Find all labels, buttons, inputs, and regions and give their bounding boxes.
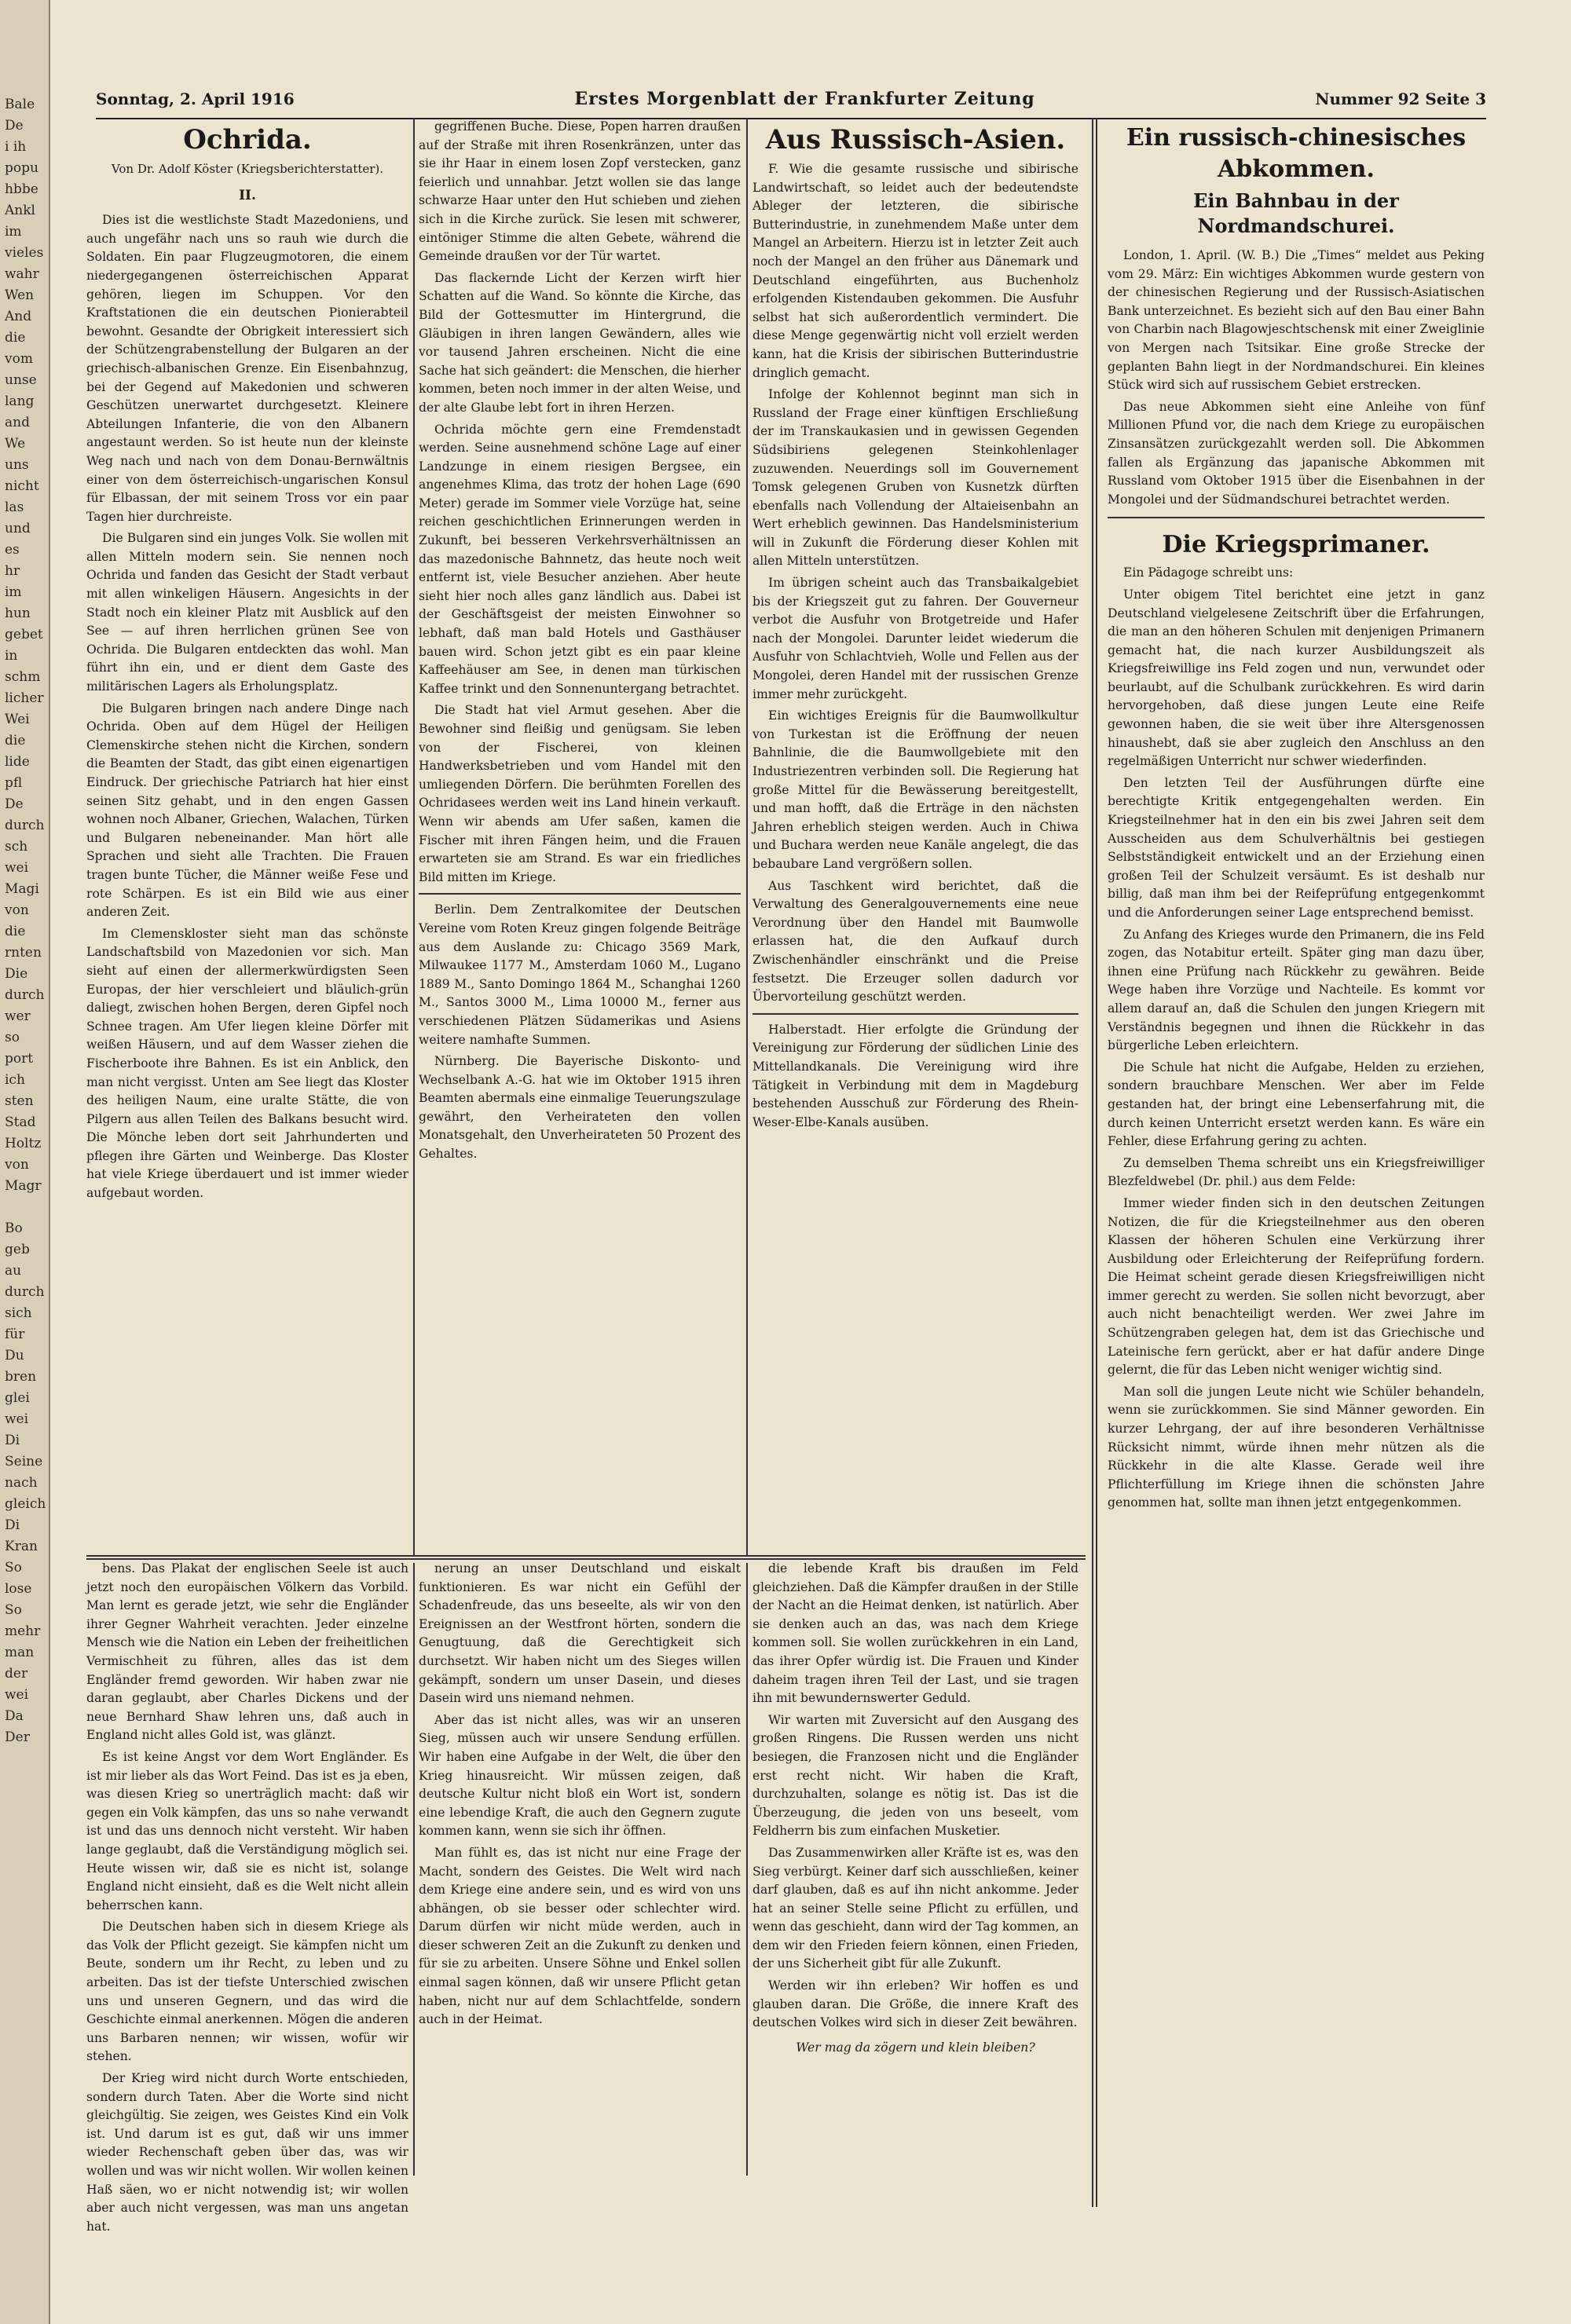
page-header	[96, 80, 1486, 119]
feuilleton-left	[86, 1560, 408, 2234]
paragraph: Aus Taschkent wird berichtet, daß die Verwaltung des Generalgouvernements eine neue Verordnung über den Handel mit Baumwolle erlassen hat, die den Aufkauf durch Zwischenhändler einschränkt und die Preise festsetzt. Die Erzeuger sollen dadurch vor Übervorteilung geschützt werden.	[753, 878, 1078, 1005]
adjacent-page-margin	[0, 0, 50, 2324]
paragraph: Es ist keine Angst vor dem Wort Engländer. Es ist mir lieber als das Wort Feind. Das ist es ja eben, was diesen Krieg so unerträglich macht: daß wir gegen ein Volk kämpfen, das uns so nahe verwandt ist und das uns dennoch nicht versteht. Wir haben lange geglaubt, daß die Verständigung möglich sei. Heute wissen wir, daß sie es nicht ist, solange England nicht einsieht, daß es die Welt nicht allein beherrschen kann.	[86, 1749, 408, 1912]
feuilleton-middle	[419, 1560, 741, 2180]
article-title: Ochrida.	[183, 124, 312, 156]
paragraph: bens. Das Plakat der englischen Seele ist auch jetzt noch den europäischen Völkern das Vorbild. Man lernt es gerade jetzt, wie sehr die Engländer ihrer Gegner Wahrheit verachten. Jeder einzelne Mensch wie die Nation ein Leben der freiheitlichen Vermischheit zu führen, alles das ist dem Engländer fremd geworden. Wir haben zwar nie daran geglaubt, aber Charles Dickens und der neue Bernhard Shaw lehren uns, daß auch in England nicht alles Gold ist, was glänzt.	[86, 1561, 408, 1743]
paragraph: Zu Anfang des Krieges wurde den Primanern, die ins Feld zogen, das Notabitur erteilt. Später ging man dazu über, ihnen eine Prüfung nach Rückkehr zu gewähren. Beide Wege haben ihre Vorzüge und Nachteile. Es kommt vor allem darauf an, daß die Schulen den jungen Kriegern mit Verständnis begegnen und ihnen die Rückkehr in das bürgerliche Leben erleichtern.	[1108, 927, 1485, 1053]
news-item-berlin: Berlin. Dem Zentralkomitee der Deutschen Vereine vom Roten Kreuz gingen folgende Beiträge aus dem Auslande zu: Chicago 3569 Mark, Milwaukee 1177 M., Amsterdam 1060 M., Lugano 1889 M., Santo Domingo 1864 M., Schanghai 1260 M., Santos 3000 M., Lima 10000 M., ferner aus verschiedenen Plätzen Südamerikas und Asiens weitere namhafte Summen.	[419, 902, 741, 1047]
column-rule	[413, 1563, 415, 2176]
issue-number: Nummer 92	[1315, 90, 1420, 108]
divider	[419, 893, 741, 895]
masthead: Erstes Morgenblatt der Frankfurter Zeitung	[574, 89, 1035, 109]
paragraph: London, 1. April. (W. B.) Die „Times“ meldet aus Peking vom 29. März: Ein wichtiges Abkommen wurde gestern von der chinesischen Regierung und der Russisch-Asiatischen Bank unterzeichnet. Es bezieht sich auf den Bau einer Bahn von Charbin nach Blagowjeschtschensk mit einer Zweiglinie von Mergen nach Tsitsikar. Eine große Strecke der geplanten Bahn liegt in der Nordmandschurei. Ein kleines Stück wird sich auf russischem Gebiet erstrecken.	[1108, 248, 1485, 393]
paragraph: Die Stadt hat viel Armut gesehen. Aber die Bewohner sind fleißig und genügsam. Sie leben von der Fischerei, von kleinen Handwerksbetrieben und vom Handel mit den umliegenden Dörfern. Die berühmten Forellen des Ochridasees werden weit ins Land hinein verkauft. Wenn wir abends am Ufer saßen, kamen die Fischer mit ihren Fängen heim, und die Frauen erwarteten sie am Strand. Es war ein friedliches Bild mitten im Kriege.	[419, 703, 741, 884]
article-title: Die Kriegsprimaner.	[1162, 531, 1430, 559]
paragraph: Den letzten Teil der Ausführungen dürfte eine berechtigte Kritik entgegengehalten werden. Ein Kriegsteilnehmer hat in den ein bis zwei Jahren seit dem Ausscheiden aus dem Schulverhältnis bei gestiegen Selbstständigkeit entwickelt und an der Erziehung einen großen Teil der Schulzeit versäumt. Es ist deshalb nur billig, daß man ihm bei der Reifeprüfung entgegenkommt und die Anforderungen seiner Lage entsprechend bemisst.	[1108, 775, 1485, 920]
column-rule	[746, 1563, 748, 2176]
article-ochrida-continued	[419, 118, 741, 1555]
column-rule	[413, 118, 415, 1555]
article-subtitle: Ein Bahnbau in der Nordmandschurei.	[1193, 189, 1399, 237]
issue-date: Sonntag, 2. April 1916	[96, 90, 295, 108]
article-title: Ein russisch-chinesisches Abkommen.	[1126, 124, 1467, 183]
article-russisch-asien	[753, 118, 1078, 1555]
section-rule	[86, 1555, 1086, 1557]
column-rule	[1096, 118, 1097, 2207]
paragraph: Die Schule hat nicht die Aufgabe, Helden zu erziehen, sondern brauchbare Menschen. Wer aber im Felde gestanden hat, der bringt eine Lebenserfahrung mit, die durch keinen Unterricht ersetzt werden kann. Es wäre ein Fehler, diese Erfahrung gering zu achten.	[1108, 1060, 1485, 1149]
paragraph: Werden wir ihn erleben? Wir hoffen es und glauben daran. Die Größe, die innere Kraft des deutschen Volkes wird sich in dieser Zeit bewähren.	[753, 1978, 1078, 2030]
article-ochrida	[86, 118, 408, 1555]
paragraph: Das Zusammenwirken aller Kräfte ist es, was den Sieg verbürgt. Keiner darf sich ausschließen, keiner darf glauben, daß es auf ihn nicht ankomme. Jeder hat an seiner Stelle seine Pflicht zu erfüllen, und wenn das geschieht, dann wird der Tag kommen, an dem wir den Frieden feiern können, einen Frieden, der uns Sicherheit gibt für alle Zukunft.	[753, 1845, 1078, 1971]
paragraph: Der Krieg wird nicht durch Worte entschieden, sondern durch Taten. Aber die Worte sind nicht gleichgültig. Sie zeigen, wes Geistes Kind ein Volk ist. Und darum ist es gut, daß wir uns immer wieder Rechenschaft geben über das, was wir wollen und was wir nicht wollen. Wir wollen keinen Haß säen, wo er nicht notwendig ist; wir wollen aber auch nicht vergessen, was man uns angetan hat.	[86, 2071, 408, 2234]
page-number: Seite 3	[1425, 90, 1486, 108]
paragraph: Infolge der Kohlennot beginnt man sich in Russland der Frage einer künftigen Erschließung der im Transkaukasien und in gewissen Gegenden Südsibiriens gelegenen Steinkohlenlager zuzuwenden. Neuerdings soll im Gouvernement Tomsk gelegenen Gruben von Kusnetzk dürften ebenfalls nach Vollendung der Altaieisenbahn an Wert erheblich gewinnen. Das Handelsministerium will in Zukunft die Förderung dieser Kohlen mit allen Mitteln unterstützen.	[753, 387, 1078, 569]
right-column	[1108, 118, 1485, 2286]
paragraph: nerung an unser Deutschland und eiskalt funktionieren. Es war nicht ein Gefühl der Schadenfreude, das uns beseelte, als wir von den Ereignissen an der Westfront hörten, sondern die Genugtuung, daß die Gerechtigkeit sich durchsetzt. Wir haben nicht um des Sieges willen gekämpft, sondern um unser Dasein, und dieses Dasein wird uns niemand nehmen.	[419, 1561, 741, 1706]
feuilleton-right	[753, 1560, 1078, 2180]
paragraph: Unter obigem Titel berichtet eine jetzt in ganz Deutschland vielgelesene Zeitschrift über die Erfahrungen, die man an den höheren Schulen mit denjenigen Primanern gemacht hat, die nach kurzer Ausbildungszeit als Kriegsfreiwillige ins Feld zogen und nun, verwundet oder beurlaubt, auf die Schulbank zurückkehren. Es wird darin hervorgehoben, daß diese jungen Leute eine Reife gewonnen haben, die sie weit über ihre Altersgenossen hinaushebt, daß sie aber zugleich den Anschluss an den regelmäßigen Unterricht nur schwer wiederfinden.	[1108, 587, 1485, 769]
divider	[1108, 517, 1485, 518]
issue-page-number	[1315, 90, 1486, 108]
paragraph: Ein Pädagoge schreibt uns:	[1123, 565, 1294, 580]
closing-line: Wer mag da zögern und klein bleiben?	[796, 2040, 1035, 2055]
paragraph: F. Wie die gesamte russische und sibirische Landwirtschaft, so leidet auch der bedeutendste Ableger der letzteren, die sibirische Butterindustrie, in zunehmendem Maße unter dem Mangel an Arbeitern. Hierzu ist in letzter Zeit auch noch der Mangel an den früher aus Dänemark und Deutschland eingeführten, aus Buchenholz erfolgenden Kistendauben gekommen. Die Ausfuhr selbst hat sich außerordentlich vermindert. Die diese Menge gegenwärtig nicht voll erzielt werden kann, hat die Krisis der sibirischen Butterindustrie dringlich gemacht.	[753, 162, 1078, 380]
paragraph: Die Deutschen haben sich in diesem Kriege als das Volk der Pflicht gezeigt. Sie kämpfen nicht um Beute, sondern um ihr Recht, zu leben und zu arbeiten. Das ist der tiefste Unterschied zwischen uns und unseren Gegnern, und das wird die Geschichte einmal anerkennen. Mögen die anderen uns Barbaren nennen; wir wissen, wofür wir stehen.	[86, 1920, 408, 2064]
paragraph: Das flackernde Licht der Kerzen wirft hier Schatten auf die Wand. So könnte die Kirche, das Bild der Gottesmutter im Hintergrund, die Gläubigen in ihren langen Gewändern, alles wie vor tausend Jahren erscheinen. Nicht die eine Sache hat sich geändert: die Menschen, die hierher kommen, beten noch immer in der alten Weise, und der alte Glaube lebt fort in ihren Herzen.	[419, 270, 741, 415]
paragraph: die lebende Kraft bis draußen im Feld gleichziehen. Daß die Kämpfer draußen in der Stille der Nacht an die Heimat denken, ist natürlich. Aber sie denken auch an das, was nach dem Kriege kommen soll. Sie wollen zurückkehren in ein Land, das ihrer Opfer würdig ist. Die Frauen und Kinder daheim tragen ihren Teil der Last, und sie tragen ihn mit bewundernswerter Geduld.	[753, 1561, 1078, 1706]
article-russian-chinese-agreement	[1108, 123, 1485, 509]
column-rule	[746, 118, 748, 1555]
paragraph: Im übrigen scheint auch das Transbaikalgebiet bis der Kriegszeit gut zu fahren. Der Gouverneur verbot die Ausfuhr von Brotgetreide und Hafer nach der Mongolei. Darunter leidet wiederum die Ausfuhr von Schlachtvieh, Wolle und Fellen aus der Mongolei, deren Handel mit der russischen Grenze immer mehr zurückgeht.	[753, 576, 1078, 701]
paragraph: Das neue Abkommen sieht eine Anleihe von fünf Millionen Pfund vor, die nach dem Kriege zu europäischen Zinsansätzen zurückgezahlt werden soll. Die Abkommen fallen als Ergänzung das japanische Abkommen mit Russland vom Oktober 1915 über die Eisenbahnen in der Mongolei und der Südmandschurei betrachtet werden.	[1108, 399, 1485, 507]
paragraph: Aber das ist nicht alles, was wir an unseren Sieg, müssen auch wir unsere Sendung erfüllen. Wir haben eine Aufgabe in der Welt, die über den Krieg hinausreicht. Wir müssen zeigen, daß deutsche Kultur nicht bloß ein Wort ist, sondern eine lebendige Kraft, die auch den Gegnern zugute kommen kann, wenn sie sich ihr öffnen.	[419, 1712, 741, 1839]
paragraph: Ochrida möchte gern eine Fremdenstadt werden. Seine ausnehmend schöne Lage auf einer Landzunge in einem riesigen Bergsee, ein angenehmes Klima, das trotz der hohen Lage (690 Meter) gerade im Sommer viele Vorzüge hat, seine reichen geschichtlichen Erinnerungen werden in Zukunft, bei besseren Verkehrsverhältnissen an das mazedonische Bahnnetz, das heute noch weit entfernt ist, viele Besucher anziehen. Aber heute sieht hier noch alles ganz ländlich aus. Dabei ist der Geschäftsgeist der meisten Einwohner so lebhaft, daß man bald Hotels und Gasthäuser bauen wird. Schon jetzt gibt es ein paar kleine Kaffeehäuser am See, in denen man türkischen Kaffee trinkt und den Sonnenuntergang betrachtet.	[419, 422, 741, 696]
paragraph: Immer wieder finden sich in den deutschen Zeitungen Notizen, die für die Kriegsteilnehmer aus den oberen Klassen der höheren Schulen eine Verkürzung ihrer Ausbildung oder Erleichterung der Reifeprüfung fordern. Die Heimat scheint gerade diesen Kriegsfreiwilligen nicht immer gerecht zu werden. Sie sollen nicht bevorzugt, aber auch nicht benachteiligt werden. Wer zwei Jahre im Schützengraben gelegen hat, dem ist das Griechische und Lateinische fern gerückt, aber er hat dafür andere Dinge gelernt, die für das Leben nicht weniger wichtig sind.	[1108, 1195, 1485, 1378]
paragraph: Zu demselben Thema schreibt uns ein Kriegsfreiwilliger Blezfeldwebel (Dr. phil.) aus dem Felde:	[1108, 1155, 1485, 1189]
paragraph: Wir warten mit Zuversicht auf den Ausgang des großen Ringens. Die Russen werden uns nicht besiegen, die Franzosen nicht und die Engländer erst recht nicht. Wir haben die Kraft, durchzuhalten, solange es nötig ist. Das ist die Überzeugung, die jeden von uns beseelt, vom Feldherrn bis zum einfachen Musketier.	[753, 1712, 1078, 1839]
news-item-halberstadt: Halberstadt. Hier erfolgte die Gründung der Vereinigung zur Förderung der südlichen Linie des Mittellandkanals. Die Vereinigung wird ihre Tätigkeit in Verbindung mit dem in Magdeburg bestehenden Ausschuß zur Förderung des Rhein-Weser-Elbe-Kanals ausüben.	[753, 1022, 1078, 1129]
margin-text-fragments: Bale De i ih popu hbbe Ankl im vieles wahr Wen And die vom unse lang and We uns nicht las und es hr im hun gebet in schm licher Wei die lide pfl De durch sch wei Magi von die rnten Die durch wer so port ich sten Stad Holtz von Magr Bo geb au durch sich für Du bren glei wei Di Seine nach gleich Di Kran So lose So mehr man der wei Da Der	[5, 97, 46, 1745]
column-rule	[1092, 118, 1093, 2207]
article-byline: Von Dr. Adolf Köster (Kriegsberichterstatter).	[111, 162, 384, 176]
paragraph: Man fühlt es, das ist nicht nur eine Frage der Macht, sondern des Geistes. Die Welt wird nach dem Kriege eine andere sein, und es wird von uns abhängen, ob sie besser oder schlechter wird. Darum dürfen wir nicht müde werden, auch in dieser schweren Zeit an die Zukunft zu denken und für sie zu arbeiten. Unsere Söhne und Enkel sollen einmal sagen können, daß wir unsere Pflicht getan haben, nicht nur auf dem Schlachtfelde, sondern auch in der Heimat.	[419, 1845, 741, 2027]
article-title: Aus Russisch-Asien.	[765, 124, 1066, 156]
paragraph: Man soll die jungen Leute nicht wie Schüler behandeln, wenn sie zurückkommen. Sie sind Männer geworden. Ein kurzer Lehrgang, der auf ihre besonderen Verhältnisse Rücksicht nimmt, würde ihnen mehr nützen als die Rückkehr in die alte Klasse. Gerade weil ihre Pflichterfüllung im Kriege ihnen die schönsten Jahre genommen hat, sollte man ihnen jetzt entgegenkommen.	[1108, 1384, 1485, 1510]
news-item-nuernberg: Nürnberg. Die Bayerische Diskonto- und Wechselbank A.-G. hat wie im Oktober 1915 ihren Beamten abermals eine einmalige Teuerungszulage gewährt, den Verheirateten den vollen Monatsgehalt, den Unverheirateten 50 Prozent des Gehaltes.	[419, 1054, 741, 1162]
paragraph: Dies ist die westlichste Stadt Mazedoniens, und auch ungefähr nach uns so rauh wie durch die Soldaten. Ein paar Flugzeugmotoren, die einem niedergegangenen österreichischen Apparat gehören, liegen im Schuppen. Vor den Kraftstationen die ein deutschen Pionierabteil bewohnt. Gesandte der Obrigkeit interessiert sich der Schützengrabenstellung der Bulgaren an der griechisch-albanischen Grenze. Ein Eisenbahnzug, bei der Gegend auf Makedonien und schweren Geschützen unerwartet durchgesetzt. Kleinere Abteilungen Infanterie, die von den Albanern angestaunt werden. So ist heute nun der kleinste Weg nach und nach von dem Donau-Bernwältnis einer von dem österreichisch-ungarischen Konsul für Elbassan, der mit seinem Tross vor ein paar Tagen hier durchreiste.	[86, 213, 408, 524]
article-part: II.	[239, 187, 256, 203]
divider	[753, 1013, 1078, 1015]
paragraph: Ein wichtiges Ereignis für die Baumwollkultur von Turkestan ist die Eröffnung der neuen Bahnlinie, die die Baumwollgebiete mit den Industriezentren verbinden soll. Die Regierung hat große Mittel für die Bewässerung bereitgestellt, und man hofft, daß die Erträge in den nächsten Jahren erheblich steigen werden. Auch in Chiwa und Buchara werden neue Kanäle angelegt, die das bebaubare Land vergrößern sollen.	[753, 708, 1078, 871]
paragraph: Die Bulgaren bringen nach andere Dinge nach Ochrida. Oben auf dem Hügel der Heiligen Clemenskirche stehen nicht die Kirchen, sondern die Beamten der Stadt, das gibt einen eigenartigen Eindruck. Der griechische Patriarch hat hier einst seinen Sitz gehabt, und in den engen Gassen wohnen noch Albaner, Griechen, Walachen, Türken und Bulgaren nebeneinander. Man hört alle Sprachen und sieht alle Trachten. Die Frauen tragen bunte Tücher, die Männer weiße Fese und rote Schärpen. Es ist ein Bild wie aus einer anderen Zeit.	[86, 701, 408, 920]
paragraph: Im Clemenskloster sieht man das schönste Landschaftsbild von Mazedonien vor sich. Man sieht auf einen der allermerkwürdigsten Seen Europas, der hier verschleiert und bläulich-grün daliegt, zwischen hohen Bergen, deren Gipfel noch Schnee tragen. Am Ufer liegen kleine Dörfer mit weißen Häusern, und auf dem Wasser ziehen die Fischerboote ihre Bahnen. Es ist ein Anblick, den man nicht vergisst. Unten am See liegt das Kloster des heiligen Naum, eine uralte Stätte, die von Pilgern aus allen Teilen des Balkans besucht wird. Die Mönche leben dort seit Jahrhunderten und pflegen ihre Gärten und Weinberge. Das Kloster hat viele Kriege überdauert und ist immer wieder aufgebaut worden.	[86, 926, 408, 1201]
paragraph: gegriffenen Buche. Diese, Popen harren draußen auf der Straße mit ihren Rosenkränzen, unter das sie ihr Haar in einem losen Zopf verstecken, ganz feierlich und unnahbar. Jetzt wollen sie das lange schwarze Haar unter den Hut schieben und ziehen sich in die Kirche zurück. Sie lesen mit schwerer, eintöniger Stimme die alten Gebete, während die Gemeinde draußen vor der Tür wartet.	[419, 119, 741, 264]
paragraph: Die Bulgaren sind ein junges Volk. Sie wollen mit allen Mitteln modern sein. Sie nennen noch Ochrida und fanden das Gesicht der Stadt verbaut mit allen winkeligen Häusern. Angesichts in der Stadt noch ein kleiner Platz mit Ausblick auf den See — auf ihren herrlichen grünen See von Ochrida. Die Bulgaren entdeckten das wohl. Man führt ihn ein, und er dient dem Gaste des militärischen Lagers als Erholungsplatz.	[86, 531, 408, 694]
